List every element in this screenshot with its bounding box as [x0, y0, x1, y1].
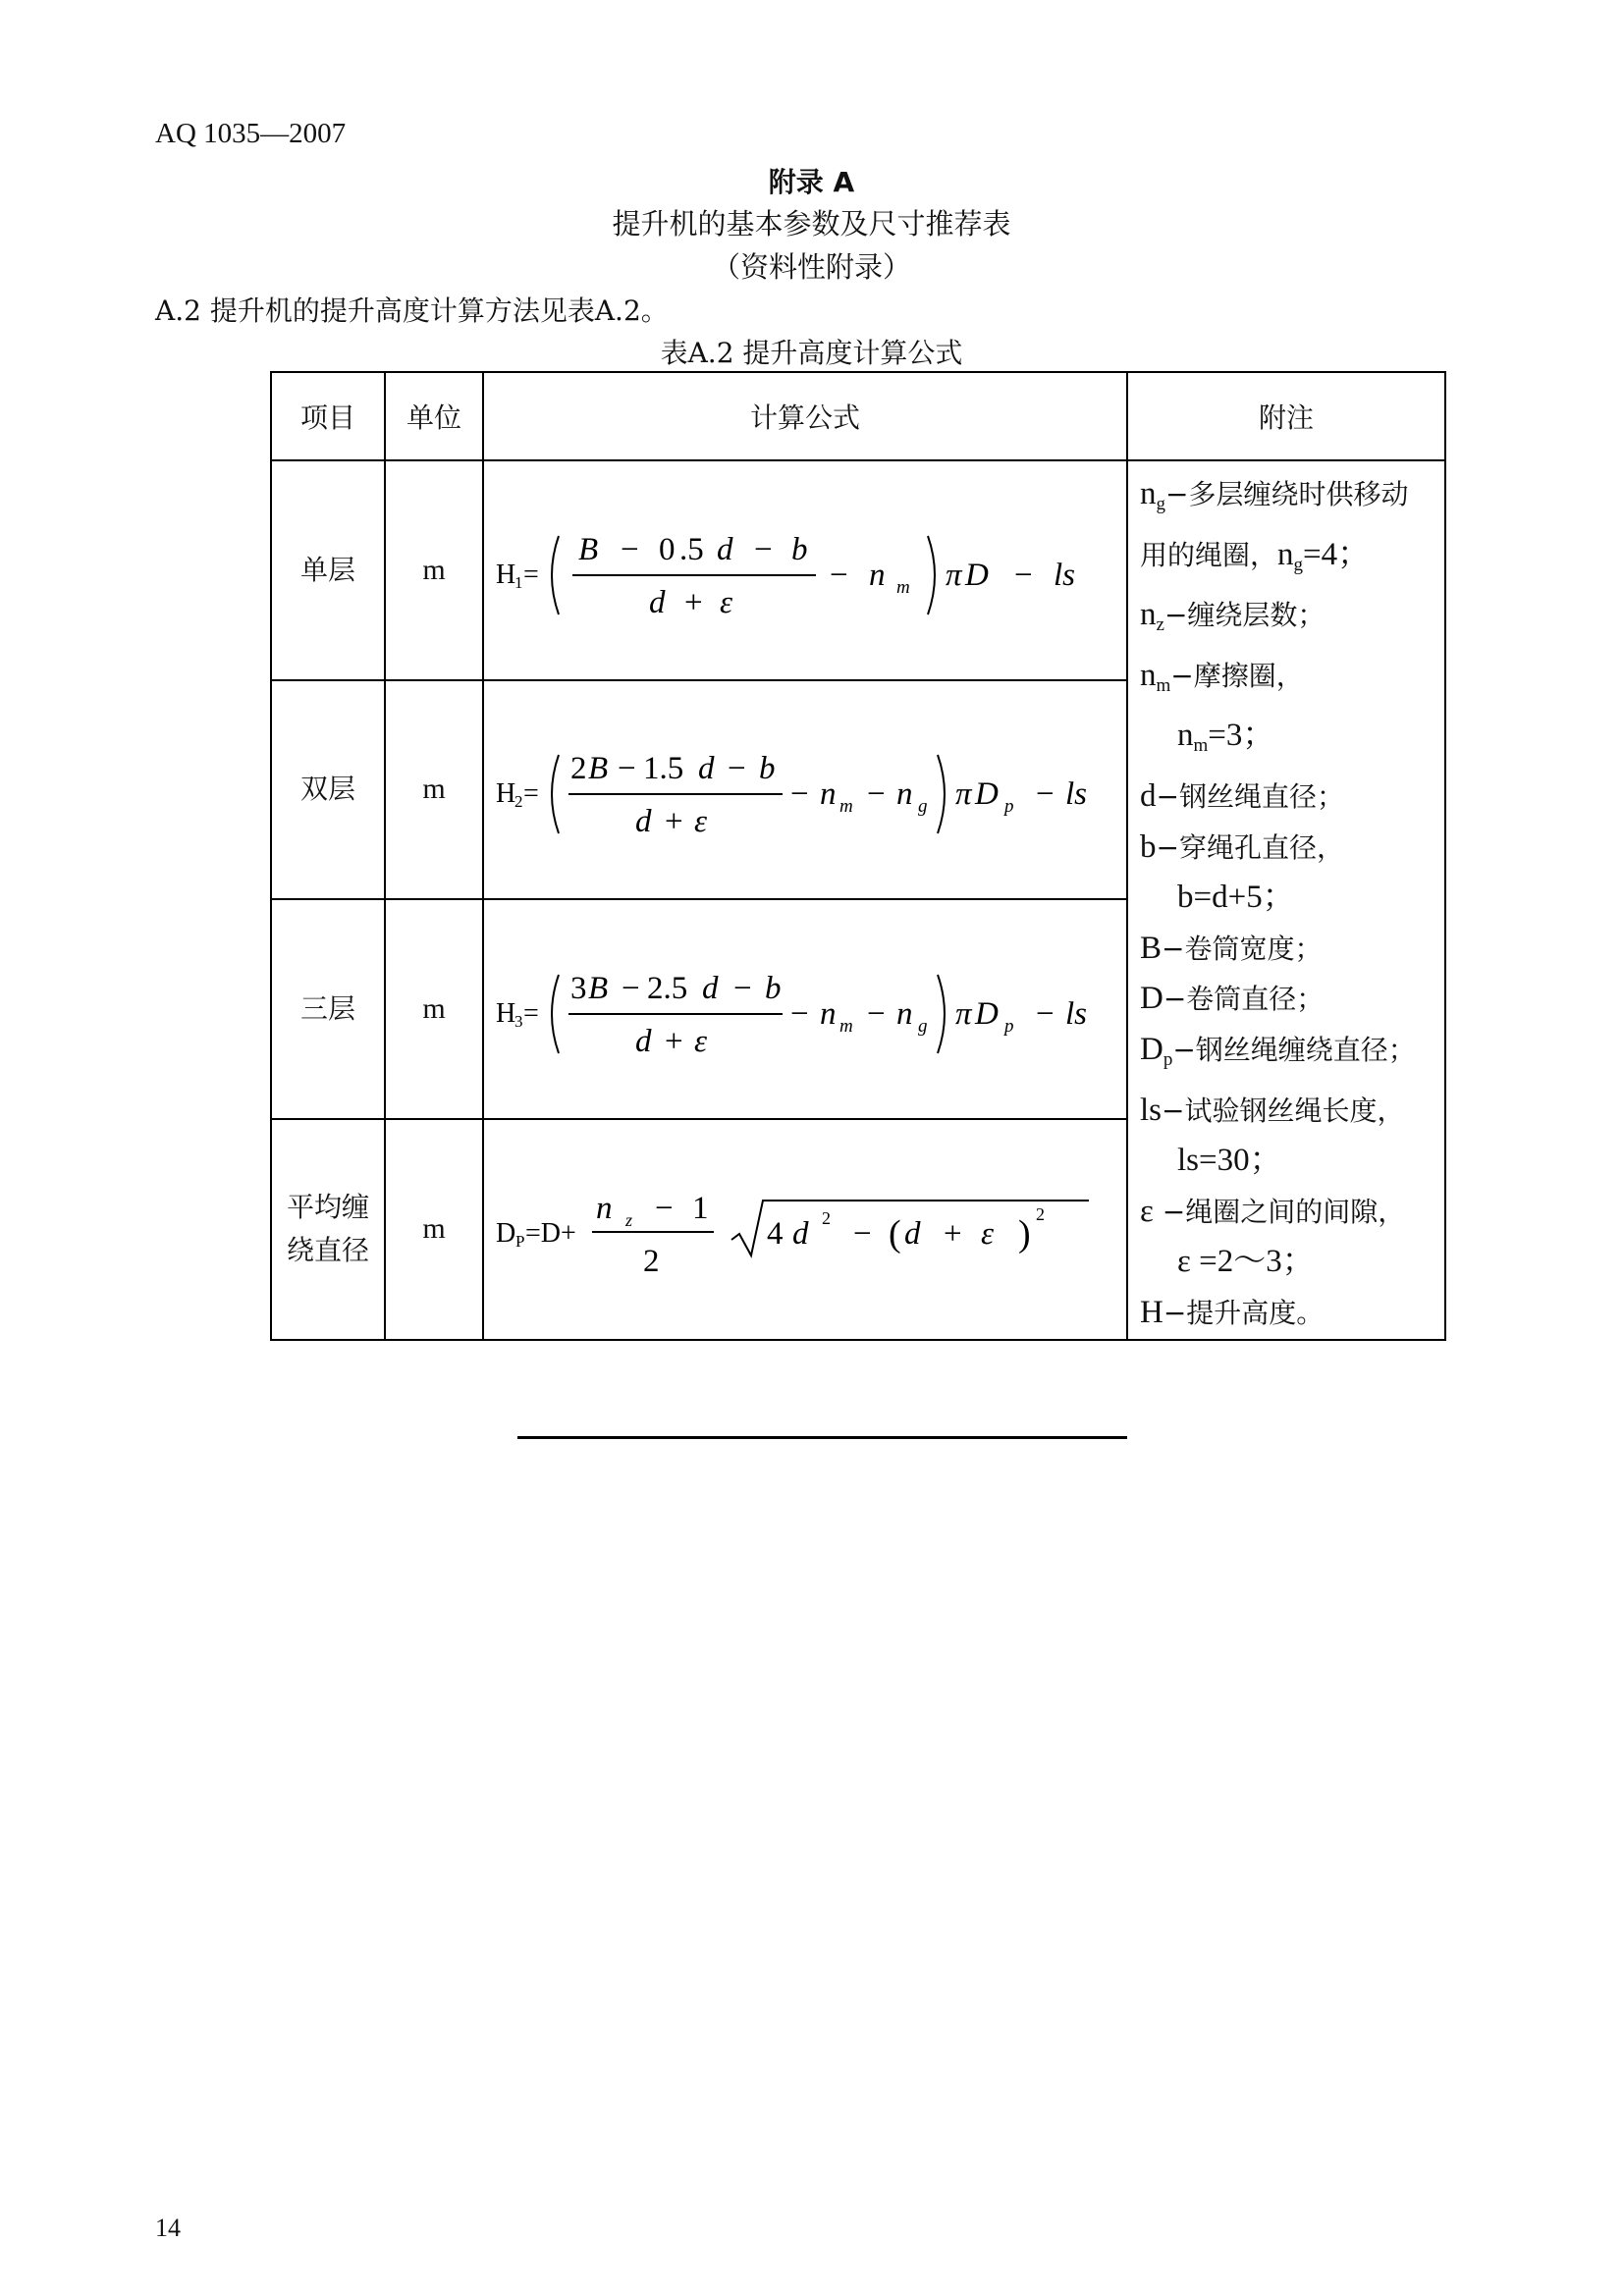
formula-label-sub: P	[515, 1231, 525, 1251]
term-ls: ls	[1065, 995, 1088, 1032]
paren-right	[938, 755, 945, 833]
formula-cell-dp	[483, 1119, 1127, 1340]
root-term: (	[889, 1212, 901, 1255]
paren-left	[552, 755, 559, 833]
paren-right	[928, 536, 935, 614]
note-line: $n_m=3$；	[1177, 718, 1275, 757]
num-term: d	[698, 751, 715, 787]
num-term: B	[578, 531, 599, 567]
minus: −	[790, 776, 809, 813]
formula-label-sub: 2	[514, 792, 523, 812]
term-n: n	[820, 995, 837, 1032]
term-n-sub: g	[918, 1015, 928, 1037]
num-term: n	[596, 1190, 613, 1226]
note-line: $D_p-$钢丝绳缠绕直径；	[1140, 1031, 1416, 1070]
minus: −	[1036, 995, 1055, 1032]
item-cell: 双层	[271, 680, 385, 900]
minus: −	[830, 557, 848, 593]
term-D: D	[975, 995, 999, 1032]
note-line: D−卷筒直径；	[1140, 981, 1325, 1017]
appendix-subtitle: 提升机的基本参数及尺寸推荐表	[612, 207, 1011, 240]
term-n-sub: m	[896, 576, 910, 598]
formula-equals: =	[523, 778, 539, 810]
header-notes: 附注	[1127, 372, 1445, 460]
minus: −	[1014, 557, 1033, 593]
term-n: n	[896, 776, 913, 813]
item-cell: 单层	[271, 460, 385, 680]
document-code: AQ 1035—2007	[155, 118, 347, 149]
num-term: −	[621, 531, 639, 567]
formula-equals: =	[523, 997, 539, 1029]
term-n-sub: g	[918, 796, 928, 818]
minus: −	[790, 995, 809, 1032]
header-unit: 单位	[385, 372, 483, 460]
den-term: d	[649, 584, 666, 620]
formula-cell-h3	[483, 899, 1127, 1119]
pi: π	[955, 995, 972, 1032]
note-line: ls=30；	[1177, 1143, 1282, 1179]
num-term: d	[717, 531, 733, 567]
root-term: −	[853, 1215, 872, 1252]
root-term: ε	[981, 1215, 995, 1252]
num-term: 0	[659, 531, 676, 567]
minus: −	[867, 776, 886, 813]
term-D: D	[965, 557, 989, 593]
den-term: ε	[694, 1023, 708, 1059]
root-term: d	[792, 1215, 809, 1252]
formula-table	[270, 371, 1446, 1341]
formula-cell-h2	[483, 680, 1127, 900]
num-term: 3	[570, 970, 587, 1006]
formula-label-sub: 3	[514, 1011, 523, 1031]
formula-label-sub: 1	[514, 572, 523, 592]
formula-h1	[484, 471, 1128, 669]
num-term: 2.5	[647, 970, 688, 1006]
unit-cell: m	[385, 460, 483, 680]
formula-h3	[484, 910, 1128, 1108]
page-number: 14	[155, 2214, 181, 2242]
num-term: −	[733, 970, 752, 1006]
term-n-sub: m	[839, 1015, 853, 1037]
num-term: 2	[570, 751, 587, 787]
den-term: ε	[694, 804, 708, 840]
den-term: 2	[643, 1243, 660, 1279]
root-term: 2	[1036, 1203, 1045, 1224]
note-line: $n_z-$缠绕层数；	[1140, 597, 1325, 636]
note-line: 用的绳圈，$n_g=4$；	[1140, 536, 1371, 575]
header-formula: 计算公式	[483, 372, 1127, 460]
formula-label: H	[496, 559, 516, 590]
root-term: +	[944, 1215, 962, 1252]
term-n-sub: m	[839, 796, 853, 818]
note-line: $n_g-$多层缠绕时供移动	[1140, 476, 1409, 514]
note-line: $n_m-$摩擦圈，	[1140, 657, 1304, 696]
term-ls: ls	[1065, 776, 1088, 813]
note-line: b=d+5；	[1177, 880, 1295, 916]
term-n: n	[820, 776, 837, 813]
formula-label: H	[496, 778, 516, 810]
num-term: −	[618, 751, 636, 787]
item-cell: 三层	[271, 899, 385, 1119]
root-term: d	[904, 1215, 921, 1252]
den-term: d	[635, 804, 652, 840]
formula-cell-h1	[483, 460, 1127, 680]
note-line: H−提升高度。	[1140, 1294, 1325, 1330]
den-term: ε	[720, 584, 733, 620]
root-term: )	[1018, 1212, 1031, 1255]
formula-label: H	[496, 997, 516, 1029]
table-row	[271, 460, 1445, 680]
appendix-title: 附录 A	[768, 166, 855, 198]
unit-cell: m	[385, 680, 483, 900]
num-term: B	[588, 751, 609, 787]
intro-paragraph: A.2 提升机的提升高度计算方法见表A.2。	[155, 294, 669, 327]
formula-equals: =D+	[525, 1217, 576, 1249]
num-term: b	[791, 531, 808, 567]
minus: −	[867, 995, 886, 1032]
num-term: b	[765, 970, 782, 1006]
den-term: +	[684, 584, 703, 620]
num-term: −	[622, 970, 640, 1006]
formula-label: D	[496, 1217, 516, 1249]
header-item: 项目	[271, 372, 385, 460]
num-term: −	[728, 751, 746, 787]
note-line: B−卷筒宽度；	[1140, 930, 1323, 966]
num-term: b	[759, 751, 776, 787]
den-term: +	[665, 804, 683, 840]
num-term: .5	[679, 531, 704, 567]
den-term: +	[665, 1023, 683, 1059]
notes-cell	[1127, 460, 1445, 1340]
pi: π	[946, 557, 962, 593]
root-term: 2	[822, 1207, 831, 1228]
term-D-sub: p	[1004, 1015, 1014, 1037]
item-cell: 平均缠 绕直径	[271, 1119, 385, 1340]
term-D-sub: p	[1004, 796, 1014, 818]
table-header-row	[271, 372, 1445, 460]
formula-equals: =	[523, 559, 539, 590]
paren-right	[938, 975, 945, 1053]
table-caption: 表A.2 提升高度计算公式	[660, 337, 963, 369]
note-line: d−钢丝绳直径；	[1140, 777, 1344, 814]
unit-cell: m	[385, 899, 483, 1119]
term-n: n	[869, 557, 886, 593]
paren-left	[552, 536, 559, 614]
unit-cell: m	[385, 1119, 483, 1340]
pi: π	[955, 776, 972, 813]
num-term: B	[588, 970, 609, 1006]
num-term: 1	[692, 1190, 709, 1226]
num-term: z	[625, 1209, 633, 1230]
term-D: D	[975, 776, 999, 813]
term-ls: ls	[1054, 557, 1076, 593]
num-term: 1.5	[643, 751, 684, 787]
note-line: ε =2～3；	[1177, 1244, 1315, 1280]
note-line: ε −绳圈之间的间隙，	[1140, 1193, 1406, 1229]
paren-left	[552, 975, 559, 1053]
num-term: −	[655, 1190, 674, 1226]
note-line: b−穿绳孔直径，	[1140, 828, 1344, 865]
num-term: d	[702, 970, 719, 1006]
minus: −	[1036, 776, 1055, 813]
formula-h2	[484, 690, 1128, 888]
appendix-note: （资料性附录）	[711, 250, 911, 284]
note-line: ls−试验钢丝绳长度，	[1140, 1092, 1405, 1128]
den-term: d	[635, 1023, 652, 1059]
num-term: −	[754, 531, 773, 567]
footer-rule	[517, 1436, 1127, 1439]
formula-dp	[484, 1130, 1128, 1329]
term-n: n	[896, 995, 913, 1032]
root-term: 4	[767, 1215, 784, 1252]
